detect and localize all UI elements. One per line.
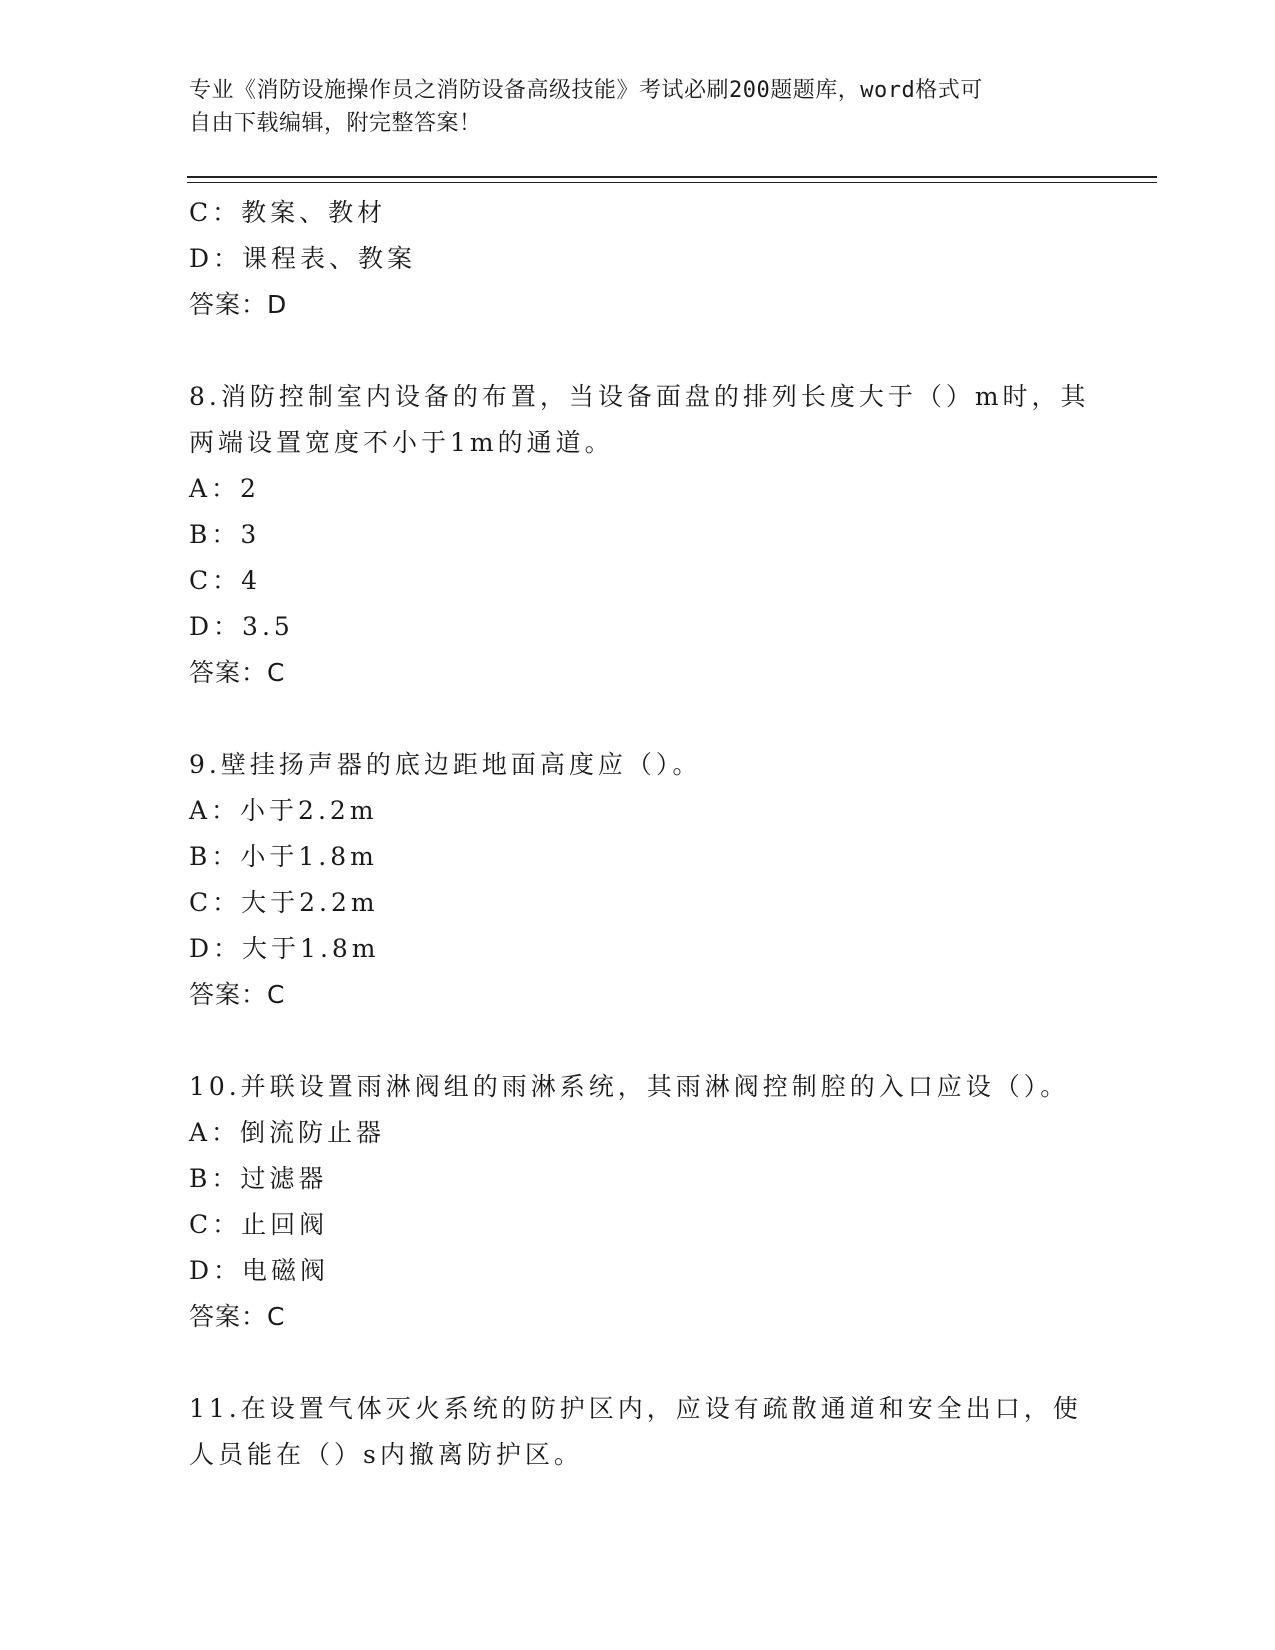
header-line-1: 专业《消防设施操作员之消防设备高级技能》考试必刷200题题库，word格式可 (189, 78, 983, 103)
option-a: A：小于2.2m (189, 796, 378, 825)
question-7-continued (189, 190, 1089, 328)
document-header (189, 74, 1089, 140)
option-b: B：3 (189, 520, 261, 549)
option-c: C：止回阀 (189, 1210, 329, 1239)
question-list (189, 190, 1089, 1478)
option-a: A：倒流防止器 (189, 1118, 386, 1147)
header-divider-thin (187, 182, 1157, 183)
header-line-2: 自由下载编辑，附完整答案！ (189, 111, 482, 136)
question-10 (189, 1064, 1089, 1340)
option-d: D：大于1.8m (189, 934, 380, 963)
question-stem: 10.并联设置雨淋阀组的雨淋系统，其雨淋阀控制腔的入口应设（）。 (189, 1072, 1070, 1101)
option-c: C：教案、教材 (189, 198, 387, 227)
option-c: C：4 (189, 566, 262, 595)
question-8 (189, 374, 1089, 696)
option-d: D：3.5 (189, 612, 294, 641)
question-9 (189, 742, 1089, 1018)
option-d: D：电磁阀 (189, 1256, 330, 1285)
answer-line: 答案：C (189, 1302, 286, 1331)
answer-line: 答案：C (189, 980, 286, 1009)
answer-line: 答案：D (189, 290, 288, 319)
option-a: A：2 (189, 474, 260, 503)
question-stem: 人员能在（）s内撤离防护区。 (189, 1440, 583, 1469)
option-d: D：课程表、教案 (189, 244, 417, 273)
question-11 (189, 1386, 1089, 1478)
option-b: B：小于1.8m (189, 842, 378, 871)
answer-line: 答案：C (189, 658, 286, 687)
header-divider-thick (187, 176, 1157, 178)
option-c: C：大于2.2m (189, 888, 379, 917)
option-b: B：过滤器 (189, 1164, 328, 1193)
question-stem: 两端设置宽度不小于1m的通道。 (189, 428, 614, 457)
question-stem: 9.壁挂扬声器的底边距地面高度应（）。 (189, 750, 702, 779)
question-stem: 8.消防控制室内设备的布置，当设备面盘的排列长度大于（）m时，其 (189, 382, 1090, 411)
question-stem: 11.在设置气体灭火系统的防护区内，应设有疏散通道和安全出口，使 (189, 1394, 1082, 1423)
